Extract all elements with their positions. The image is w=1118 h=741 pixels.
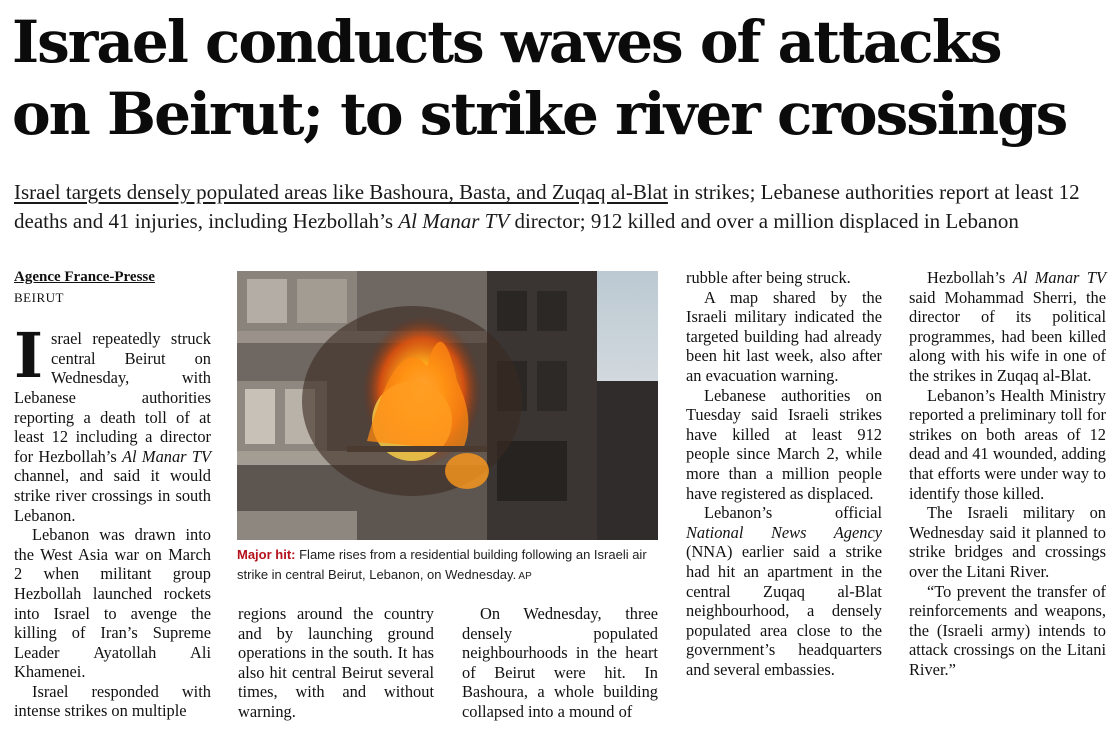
col1-paragraph-1: Israel repeatedly struck central Beirut on Wednesday, with Lebanese authorities reporting a death toll of at least 12 including a director for Hezbollah’s Al Manar TV channel, and said it would strike river crossings in south Lebanon. xyxy=(14,319,211,525)
headline-line-2: on Beirut; to strike river crossings xyxy=(12,80,1067,148)
column-2 xyxy=(238,604,434,722)
fire-building-image xyxy=(237,271,658,540)
standfirst-text-a: in strikes; Lebanese authorities report at least 12 deaths and 41 injuries, including Hezbollah’s xyxy=(14,180,1080,233)
byline-agency: Agence France-Presse xyxy=(14,269,155,285)
photo-credit: AP xyxy=(516,571,532,582)
col4-paragraph-2: A map shared by the Israeli military indicated the targeted building had already been hit last week, also after an evacuation warning. xyxy=(686,287,882,385)
dateline: BEIRUT xyxy=(14,289,64,305)
news-photo xyxy=(237,271,658,540)
caption-text: Flame rises from a residential building following an Israeli air strike in central Beirut, Lebanon, on Wednesday. xyxy=(237,547,647,582)
standfirst-italic: Al Manar TV xyxy=(398,209,510,233)
headline xyxy=(12,6,1112,150)
headline-line-1: Israel conducts waves of attacks xyxy=(12,8,1001,76)
col2-paragraph-1: regions around the country and by launching ground operations in the south. It has also hit central Beirut several times, with and without warning. xyxy=(238,604,434,721)
standfirst xyxy=(14,178,1110,236)
col1-paragraph-2: Lebanon was drawn into the West Asia war on March 2 when militant group Hezbollah launched rockets into Israel to avenge the killing of Iran’s Supreme Leader Ayatollah Ali Khamenei. xyxy=(14,525,211,682)
col3-paragraph-1: On Wednesday, three densely populated neighbourhoods in the heart of Beirut were hit. In Bashoura, a whole building collapsed into a mound of xyxy=(462,604,658,721)
col4-paragraph-1: rubble after being struck. xyxy=(686,268,851,287)
column-4 xyxy=(686,268,882,679)
col5-paragraph-1: Hezbollah’s Al Manar TV said Mohammad Sherri, the director of its political programmes, had been killed along with his wife in one of the strikes in Zuqaq al-Blat. xyxy=(909,268,1106,385)
col4-paragraph-3: Lebanese authorities on Tuesday said Israeli strikes have killed at least 912 people since March 2, while more than a million people have registered as displaced. xyxy=(686,385,882,503)
caption-label: Major hit: xyxy=(237,547,296,562)
standfirst-underlined: Israel targets densely populated areas like Bashoura, Basta, and Zuqaq al-Blat xyxy=(14,180,668,204)
column-3 xyxy=(462,604,658,722)
col5-paragraph-2: Lebanon’s Health Ministry reported a preliminary toll for strikes on both areas of 12 dead and 41 wounded, adding that efforts were under way to identify those killed. xyxy=(909,385,1106,503)
column-5 xyxy=(909,268,1106,679)
col5-paragraph-3: The Israeli military on Wednesday said it planned to strike bridges and crossings over the Litani River. xyxy=(909,503,1106,581)
col4-paragraph-4: Lebanon’s official National News Agency (NNA) earlier said a strike had hit an apartment in the central Zuqaq al-Blat neighbourhood, a densely populated area close to the government’s headquarters and several embassies. xyxy=(686,503,882,679)
col5-paragraph-4: “To prevent the transfer of reinforcements and weapons, the (Israeli army) intends to attack crossings on the Litani River.” xyxy=(909,581,1106,679)
drop-cap: I xyxy=(14,319,44,393)
standfirst-text-b: director; 912 killed and over a million displaced in Lebanon xyxy=(509,209,1019,233)
column-1 xyxy=(14,268,211,721)
photo-caption xyxy=(237,545,661,587)
col1-paragraph-3: Israel responded with intense strikes on multiple xyxy=(14,681,211,721)
